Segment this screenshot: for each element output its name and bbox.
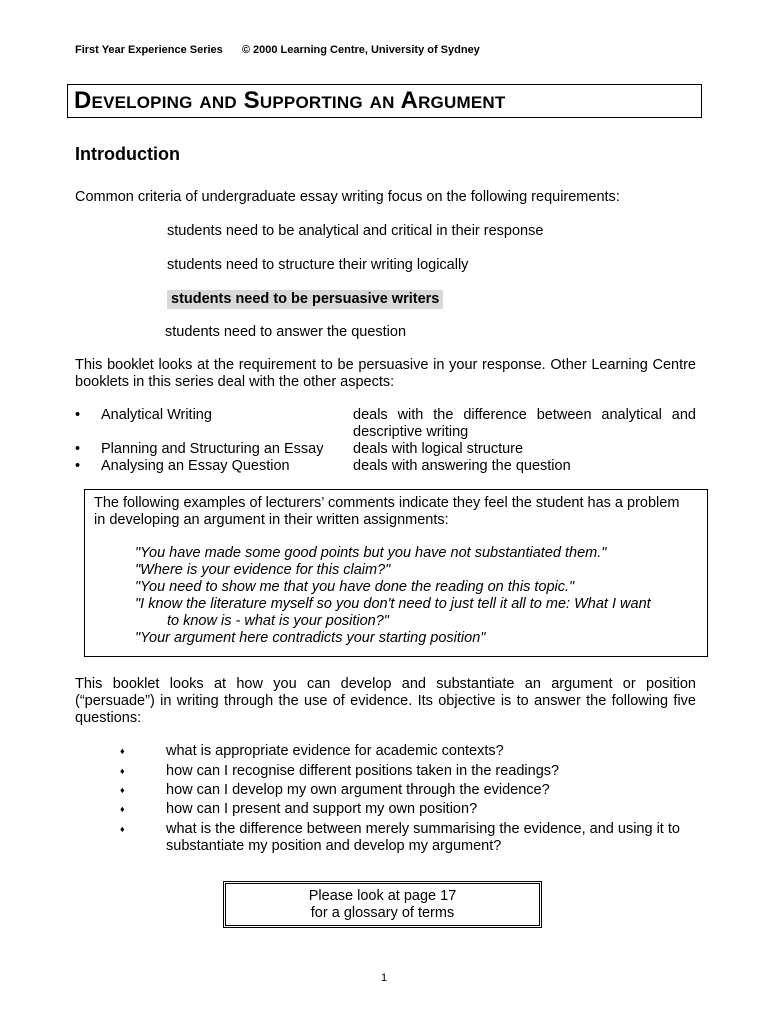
intro-lead: Common criteria of undergraduate essay writing focus on the following requirements:	[75, 189, 620, 205]
glossary-line: Please look at page 17	[308, 887, 457, 904]
diamond-bullet-icon: ♦	[120, 804, 125, 814]
series-name: First Year Experience Series	[75, 44, 223, 56]
diamond-bullet-icon: ♦	[120, 766, 125, 776]
requirement-structure: students need to structure their writing logically	[167, 257, 469, 273]
booklet-name: Planning and Structuring an Essay	[101, 441, 324, 457]
lecturer-quote: "Your argument here contradicts your starting position"	[135, 630, 486, 646]
booklet-item	[75, 407, 696, 441]
lecturer-quote: "You need to show me that you have done the reading on this topic."	[135, 579, 575, 595]
diamond-bullet-icon: ♦	[120, 746, 125, 756]
question-text: how can I recognise different positions taken in the readings?	[166, 763, 560, 779]
booklet-desc: deals with the difference between analytical and descriptive writing	[353, 407, 696, 440]
booklet-item	[75, 441, 696, 458]
booklet-desc: deals with answering the question	[353, 458, 571, 474]
comments-intro: The following examples of lecturers’ comments indicate they feel the student has a problem in developing an argument in their written assignments:	[94, 495, 680, 528]
requirement-answer: students need to answer the question	[165, 324, 407, 340]
copyright-notice: © 2000 Learning Centre, University of Sydney	[241, 44, 480, 56]
page-number: 1	[380, 972, 388, 984]
booklet-note: This booklet looks at the requirement to be persuasive in your response. Other Learning Centre booklets in this series deal with the other aspects:	[75, 357, 696, 390]
lecturer-quote: "I know the literature myself so you don't need to just tell it all to me: What I want	[135, 596, 651, 612]
requirement-analytical: students need to be analytical and critical in their response	[167, 223, 544, 239]
booklet-name: Analytical Writing	[101, 407, 212, 423]
question-text: what is appropriate evidence for academic contexts?	[166, 743, 504, 759]
title-box	[67, 84, 702, 118]
bullet-marker: •	[75, 441, 81, 457]
intro-heading: Introduction	[75, 144, 180, 164]
requirement-persuasive: students need to be persuasive writers	[167, 290, 443, 309]
running-header	[75, 44, 496, 56]
diamond-bullet-icon: ♦	[120, 824, 125, 834]
booklet-item	[75, 458, 696, 475]
question-text: how can I develop my own argument through the evidence?	[166, 782, 550, 798]
question-text: how can I present and support my own position?	[166, 801, 478, 817]
objective-paragraph: This booklet looks at how you can develop and substantiate an argument or position (“persuade”) in writing through the use of evidence. Its objective is to answer the following five questions:	[75, 676, 696, 726]
glossary-line: for a glossary of terms	[310, 904, 455, 921]
lecturer-quote: "You have made some good points but you have not substantiated them."	[135, 545, 607, 561]
booklet-name: Analysing an Essay Question	[101, 458, 290, 474]
glossary-note-box	[223, 881, 542, 928]
lecturer-comments-box	[84, 489, 708, 657]
question-text: what is the difference between merely summarising the evidence, and using it to substantiate my position and develop my argument?	[166, 821, 680, 854]
lecturer-quote: "Where is your evidence for this claim?"	[135, 562, 391, 578]
booklet-desc: deals with logical structure	[353, 441, 524, 457]
lecturer-quote-continuation: to know is - what is your position?"	[167, 613, 389, 629]
bullet-marker: •	[75, 407, 81, 423]
bullet-marker: •	[75, 458, 81, 474]
page-title: Developing and Supporting an Argument	[74, 87, 506, 114]
diamond-bullet-icon: ♦	[120, 785, 125, 795]
